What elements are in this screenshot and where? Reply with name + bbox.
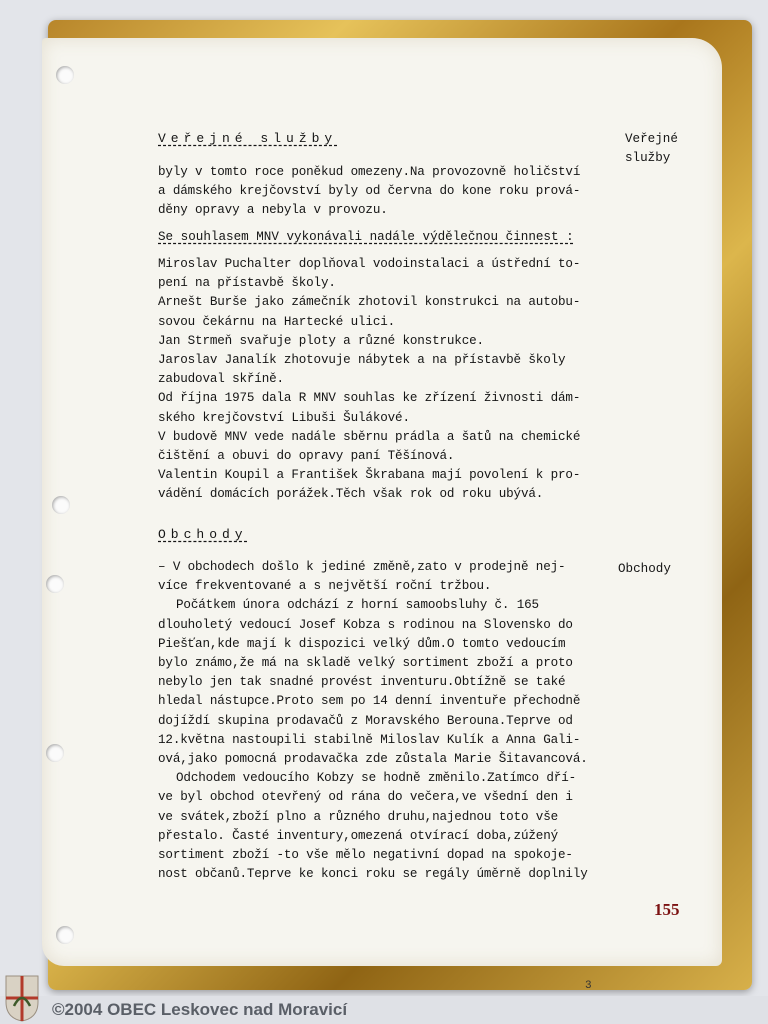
text-line: sortiment zboží -to vše mělo negativní dopad na spokoje- xyxy=(158,848,573,863)
text-line: děny opravy a nebyla v provozu. xyxy=(158,203,388,218)
copyright-text: ©2004 OBEC Leskovec nad Moravicí xyxy=(52,1000,348,1019)
text-line: – V obchodech došlo k jediné změně,zato v prodejně nej- xyxy=(158,560,566,574)
text-line: přestalo. Časté inventury,omezená otvírací doba,zúžený xyxy=(158,828,559,843)
punch-hole xyxy=(46,744,64,762)
text-line: dlouholetý vedoucí Josef Kobza s rodinou na Slovensko do xyxy=(158,617,573,632)
text-line: bylo známo,že má na skladě velký sortiment zboží a proto xyxy=(158,656,573,671)
list-item: Valentin Koupil a František Škrabana mají povolení k pro- xyxy=(158,468,581,483)
text-line: více frekventované a s největší roční tržbou. xyxy=(158,579,492,594)
list-item: vádění domácích porážek.Těch však rok od roku ubývá. xyxy=(158,487,544,502)
list-item: Miroslav Puchalter doplňoval vodoinstalaci a ústřední to- xyxy=(158,257,581,271)
punch-hole xyxy=(52,496,70,514)
text-line: hledal nástupce.Proto sem po 14 denní inventuře přechodně xyxy=(158,694,581,709)
text-line: a dámského krejčovství byly od června do kone roku prová- xyxy=(158,184,581,199)
subheading-mnv-consent: Se souhlasem MNV vykonávali nadále výdělečnou činnest : xyxy=(158,230,574,244)
list-item: čištění a obuvi do opravy paní Těšínová. xyxy=(158,449,455,464)
text-line: byly v tomto roce poněkud omezeny.Na provozovně holičství xyxy=(158,165,581,179)
municipal-crest-icon xyxy=(4,974,40,1022)
shops-text xyxy=(158,558,608,884)
punch-hole xyxy=(46,575,64,593)
text-line: Odchodem vedoucího Kobzy se hodně změnilo.Zatímco dří- xyxy=(176,771,577,786)
list-item: Od října 1975 dala R MNV souhlas ke zřízení živnosti dám- xyxy=(158,391,581,406)
list-item: Jan Strmeň svařuje ploty a různé konstrukce. xyxy=(158,333,484,348)
text-line: ve svátek,zboží plno a různého druhu,najednou toto vše xyxy=(158,809,559,824)
text-line: Piešťan,kde mají k dispozici velký dům.O tomto vedoucím xyxy=(158,636,566,651)
list-item: ského krejčovství Libuši Šulákové. xyxy=(158,410,410,425)
list-item: zabudoval skříně. xyxy=(158,372,284,387)
trades-list xyxy=(158,255,608,505)
text-line: ová,jako pomocná prodavačka zde zůstala Marie Šitavancová. xyxy=(158,752,588,767)
list-item: V budově MNV vede nadále sběrnu prádla a šatů na chemické xyxy=(158,429,581,444)
punch-hole xyxy=(56,926,74,944)
public-services-intro xyxy=(158,163,608,221)
list-item: Arnešt Burše jako zámečník zhotovil konstrukci na autobu- xyxy=(158,295,581,310)
text-line: Počátkem února odchází z horní samoobsluhy č. 165 xyxy=(176,598,539,613)
text-line: 12.května nastoupili stabilně Miloslav Kulík a Anna Gali- xyxy=(158,732,581,747)
punch-hole xyxy=(56,66,74,84)
list-item: sovou čekárnu na Hartecké ulici. xyxy=(158,314,396,329)
list-item: Jaroslav Janalík zhotovuje nábytek a na přístavbě školy xyxy=(158,353,566,368)
margin-note-public-services: Veřejné služby xyxy=(625,132,678,165)
page-number: 155 xyxy=(654,900,680,919)
section-heading-shops: Obchody xyxy=(158,527,248,542)
list-item: pení na přístavbě školy. xyxy=(158,276,336,291)
margin-note-shops: Obchody xyxy=(618,562,671,576)
section-heading-public-services: Veřejné služby xyxy=(158,131,338,146)
text-line: nebylo jen tak snadné provést inventuru.Obtížně se také xyxy=(158,675,566,690)
text-line: nost občanů.Teprve ke konci roku se regály úměrně doplnily xyxy=(158,867,588,882)
bottom-mark: 3 xyxy=(585,980,592,992)
text-line: ve byl obchod otevřený od rána do večera,ve všední den i xyxy=(158,790,573,805)
text-line: dojíždí skupina prodavačů z Moravského Berouna.Teprve od xyxy=(158,713,573,728)
